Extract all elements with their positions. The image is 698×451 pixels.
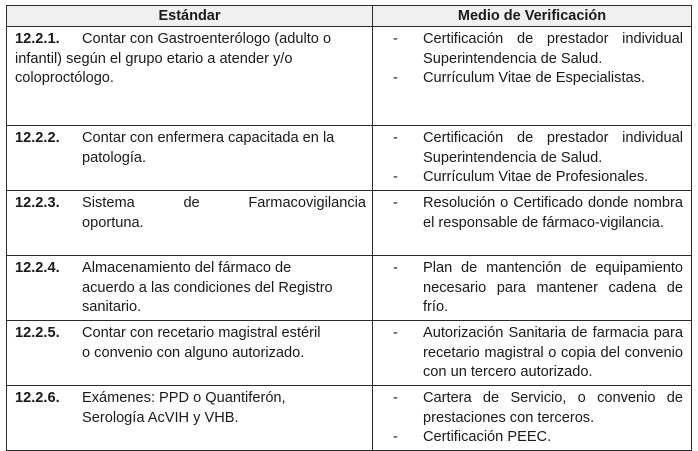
- standard-code: 12.2.6.: [15, 390, 60, 406]
- standard-text-line: Almacenamiento del fármaco de: [82, 260, 292, 276]
- standard-code: 12.2.1.: [15, 31, 60, 47]
- list-item: [393, 389, 683, 428]
- table-row: [7, 256, 692, 321]
- standards-table: [6, 5, 692, 451]
- standard-cell: [7, 256, 373, 321]
- verification-cell: [373, 191, 692, 256]
- word: Farmacovigilancia: [248, 195, 366, 211]
- dash-bullet: -: [393, 130, 398, 146]
- verification-cell: [373, 386, 692, 451]
- dash-bullet: -: [393, 169, 398, 185]
- standard-text-line: Contar con Gastroenterólogo (adulto o: [82, 31, 332, 47]
- header-row: [7, 6, 692, 27]
- standard-text-line: Serología AcVIH y VHB.: [82, 409, 239, 426]
- standard-code: 12.2.5.: [15, 325, 60, 341]
- verification-cell: [373, 126, 692, 191]
- verification-text: Certificación de prestador individual Superintendencia de Salud.: [423, 31, 683, 67]
- standard-text-line: Contar con enfermera capacitada en la: [82, 130, 335, 146]
- list-item: [393, 168, 683, 188]
- table-row: [7, 27, 692, 126]
- standard-text-line: [82, 194, 366, 214]
- table-row: [7, 126, 692, 191]
- dash-bullet: -: [393, 260, 398, 276]
- standard-code: 12.2.4.: [15, 260, 60, 276]
- verification-text: Plan de mantención de equipamiento necesario para mantener cadena de frío.: [423, 260, 683, 315]
- standard-text-line: sanitario.: [82, 299, 142, 315]
- list-item: [393, 69, 683, 89]
- standard-cell: [7, 386, 373, 451]
- standard-text-line: o convenio con alguno autorizado.: [82, 344, 305, 361]
- table-row: [7, 386, 692, 451]
- dash-bullet: -: [393, 325, 398, 341]
- verification-text: Certificación de prestador individual Superintendencia de Salud.: [423, 130, 683, 166]
- verification-cell: [373, 321, 692, 386]
- standard-code: 12.2.3.: [15, 195, 60, 211]
- verification-text: Autorización Sanitaria de farmacia para recetario magistral o copia del convenio con un tercero autorizado.: [423, 325, 683, 380]
- list-item: [393, 324, 683, 383]
- verification-cell: [373, 256, 692, 321]
- dash-bullet: -: [393, 31, 398, 47]
- standard-cell: [7, 321, 373, 386]
- list-item: [393, 194, 683, 233]
- list-item: [393, 30, 683, 69]
- dash-bullet: -: [393, 70, 398, 86]
- verification-text: Currículum Vitae de Profesionales.: [423, 169, 649, 185]
- standard-text-line: infantil) según el grupo etario a atender y/o: [15, 50, 293, 67]
- standard-text-line: Exámenes: PPD o Quantiferón,: [82, 390, 286, 406]
- word: de: [183, 195, 200, 211]
- header-estandar: Estándar: [7, 6, 373, 27]
- verification-cell: [373, 27, 692, 126]
- standard-text-line: coloproctólogo.: [15, 70, 114, 86]
- list-item: [393, 129, 683, 168]
- verification-text: Cartera de Servicio, o convenio de prestaciones con terceros.: [423, 390, 683, 426]
- standard-text-line: oportuna.: [82, 214, 144, 231]
- table-row: [7, 321, 692, 386]
- verification-text: Resolución o Certificado donde nombra el responsable de fármaco-vigilancia.: [423, 195, 683, 231]
- standard-text-line: patología.: [82, 149, 147, 166]
- header-medio-verificacion: Medio de Verificación: [373, 6, 692, 27]
- standard-text-line: acuerdo a las condiciones del Registro: [82, 279, 333, 296]
- dash-bullet: -: [393, 195, 398, 211]
- list-item: [393, 428, 683, 448]
- standard-cell: [7, 27, 373, 126]
- dash-bullet: -: [393, 390, 398, 406]
- standard-cell: [7, 126, 373, 191]
- dash-bullet: -: [393, 429, 398, 445]
- standard-cell: [7, 191, 373, 256]
- word: Sistema: [82, 195, 135, 211]
- table-row: [7, 191, 692, 256]
- list-item: [393, 259, 683, 318]
- standard-code: 12.2.2.: [15, 130, 60, 146]
- standard-text-line: Contar con recetario magistral estéril: [82, 325, 321, 341]
- verification-text: Certificación PEEC.: [423, 429, 552, 445]
- verification-text: Currículum Vitae de Especialistas.: [423, 70, 645, 86]
